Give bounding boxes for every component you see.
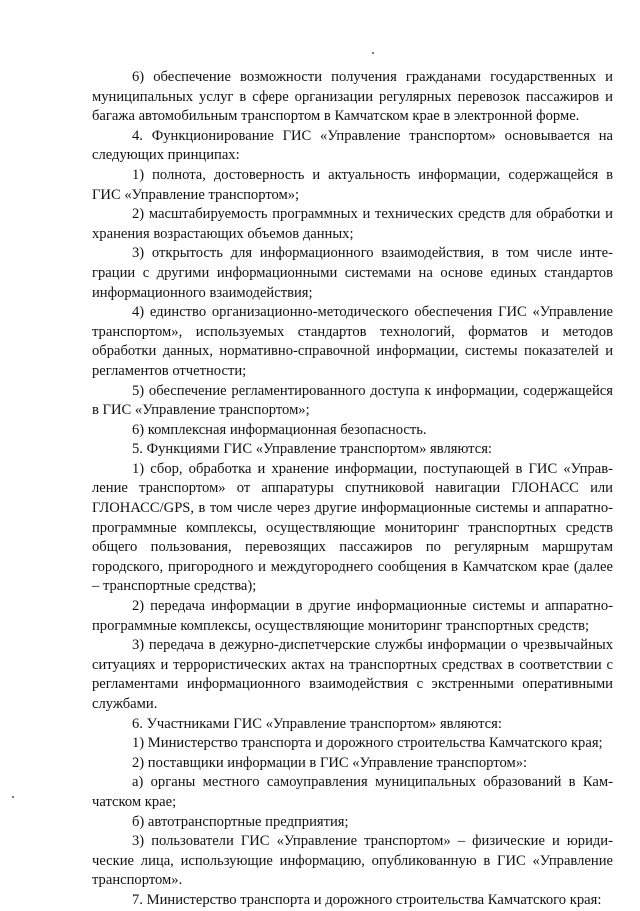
document-body: [92, 68, 613, 911]
paragraph: 2) поставщики информации в ГИС «Управление транспортом»:: [132, 754, 528, 771]
scan-speck: [12, 796, 14, 798]
paragraph: 5) обеспечение регламентированного доступа к информации, содержащейся в ГИС «Управление транспортом»;: [92, 382, 613, 419]
paragraph: б) автотранспортные предприятия;: [132, 813, 349, 830]
paragraph: 3) пользователи ГИС «Управление транспортом» – физические и юридические лица, использующие информацию, опубликованную в ГИС «Управление транспортом».: [92, 833, 613, 889]
paragraph: 1) полнота, достоверность и актуальность информации, содержащейся в ГИС «Управление транспортом»;: [92, 166, 613, 203]
paragraph: 2) передача информации в другие информационные системы и аппаратно-программные комплексы, осуществляющие мониторинг транспортных средств;: [92, 598, 613, 634]
scan-speck: [372, 52, 374, 54]
paragraph: 1) Министерство транспорта и дорожного строительства Камчатского края;: [132, 735, 603, 752]
paragraph: 3) передача в дежурно-диспетчерские службы информации о чрезвычайных ситуациях и террористических актах на транспортных средствах в соответствии с регламентами информационного взаимодействия с экстренными оперативными службами.: [92, 637, 613, 712]
paragraph: 5. Функциями ГИС «Управление транспортом» являются:: [132, 441, 492, 458]
paragraph: 7. Министерство транспорта и дорожного строительства Камчатского края:: [132, 891, 602, 908]
paragraph: а) органы местного самоуправления муниципальных образований в Камчатском крае;: [92, 774, 613, 810]
paragraph: 6) комплексная информационная безопасность.: [132, 421, 427, 438]
paragraph: 2) масштабируемость программных и технических средств для обработки и хранения возрастающих объемов данных;: [92, 206, 613, 242]
paragraph: 6. Участниками ГИС «Управление транспортом» являются:: [132, 715, 502, 732]
paragraph: 1) сбор, обработка и хранение информации, поступающей в ГИС «Управление транспортом» от аппаратуры спутниковой навигации ГЛОНАСС или ГЛОНАСС/GPS, в том числе через другие информационные системы и аппаратно-программные комплексы, осуществляющие мониторинг транспортных средств общего пользования, перевозящих пассажиров по регулярным маршрутам городского, пригородного и междугороднего сообщения в Камчатском крае (далее – транспортные средства);: [92, 460, 613, 595]
paragraph: 3) открытость для информационного взаимодействия, в том числе интеграции с другими информационными системами на основе единых стандартов информационного взаимодействия;: [92, 245, 613, 301]
paragraph: 4. Функционирование ГИС «Управление транспортом» основывается на следующих принципах:: [92, 127, 613, 164]
paragraph: 4) единство организационно-методического обеспечения ГИС «Управление транспортом», используемых стандартов технологий, форматов и методов обработки данных, нормативно-справочной информации, системы показателей и регламентов отчетности;: [92, 304, 613, 379]
paragraph: 6) обеспечение возможности получения гражданами государственных и муниципальных услуг в сфере организации регулярных перевозок пассажиров и багажа автомобильным транспортом в Камчатском крае в электронной форме.: [92, 69, 613, 125]
